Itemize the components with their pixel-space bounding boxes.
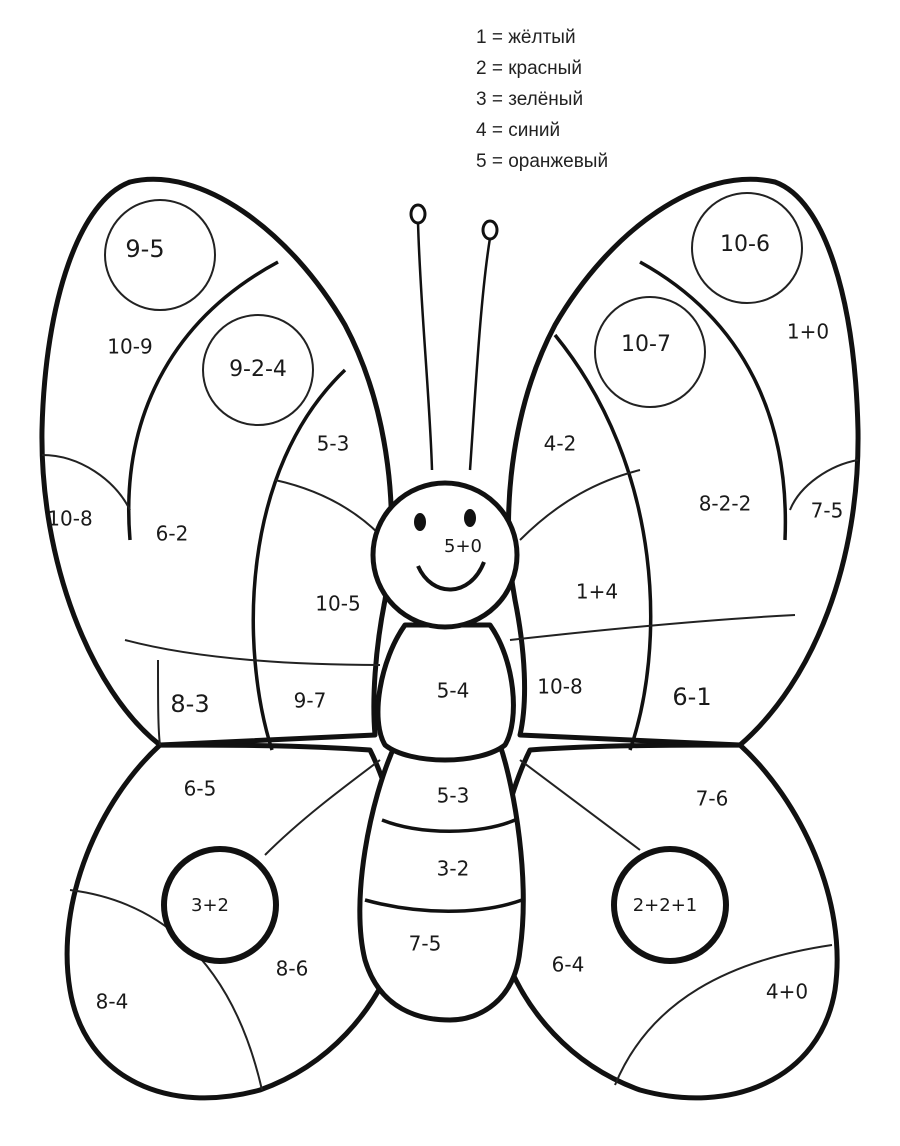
label-abdomen-1: 5-3 (436, 783, 470, 808)
label-lower-right-top: 7-6 (695, 786, 729, 811)
upper-right-wing (508, 179, 858, 745)
legend-row-5: 5 = оранжевый (476, 151, 609, 172)
label-lower-left-right: 8-6 (275, 956, 309, 981)
label-upper-left-mid: 10-9 (107, 334, 153, 359)
label-lower-right-left: 6-4 (551, 952, 585, 977)
label-upper-right-stripe: 4-2 (543, 431, 577, 456)
label-upper-right-top: 10-6 (720, 232, 770, 257)
label-upper-left-bottom-outer: 8-3 (170, 690, 210, 718)
label-lower-left-top: 6-5 (183, 776, 217, 801)
label-upper-left-circle: 9-2-4 (229, 357, 287, 382)
label-upper-left-band: 6-2 (155, 521, 189, 546)
label-lower-right-circle: 2+2+1 (632, 895, 698, 916)
label-thorax: 5-4 (436, 678, 470, 703)
label-upper-right-band: 8-2-2 (698, 491, 752, 516)
label-upper-right-edge: 7-5 (810, 498, 844, 523)
label-upper-right-inner: 1+4 (575, 579, 619, 604)
label-upper-right-circle: 10-7 (621, 332, 671, 357)
legend-row-4: 4 = синий (476, 120, 561, 141)
legend-row-3: 3 = зелёный (476, 89, 584, 110)
legend-row-1: 1 = жёлтый (476, 27, 576, 48)
label-upper-right-bottom-inner: 10-8 (537, 674, 583, 699)
label-abdomen-3: 7-5 (408, 931, 442, 956)
label-lower-right-bottom: 4+0 (765, 979, 809, 1004)
label-upper-right-mid: 1+0 (786, 319, 830, 344)
label-upper-left-inner: 10-5 (315, 591, 361, 616)
label-head: 5+0 (444, 536, 482, 557)
label-lower-left-circle: 3+2 (191, 895, 229, 916)
label-upper-left-bottom-inner: 9-7 (293, 688, 327, 713)
label-lower-left-bottom: 8-4 (95, 989, 129, 1014)
legend-row-2: 2 = красный (476, 58, 582, 79)
label-upper-right-bottom-outer: 6-1 (672, 683, 712, 711)
label-upper-left-stripe: 5-3 (316, 431, 350, 456)
upper-left-wing (42, 179, 392, 745)
label-upper-left-edge: 10-8 (47, 506, 93, 531)
label-abdomen-2: 3-2 (436, 856, 470, 881)
label-upper-left-top: 9-5 (125, 235, 165, 263)
